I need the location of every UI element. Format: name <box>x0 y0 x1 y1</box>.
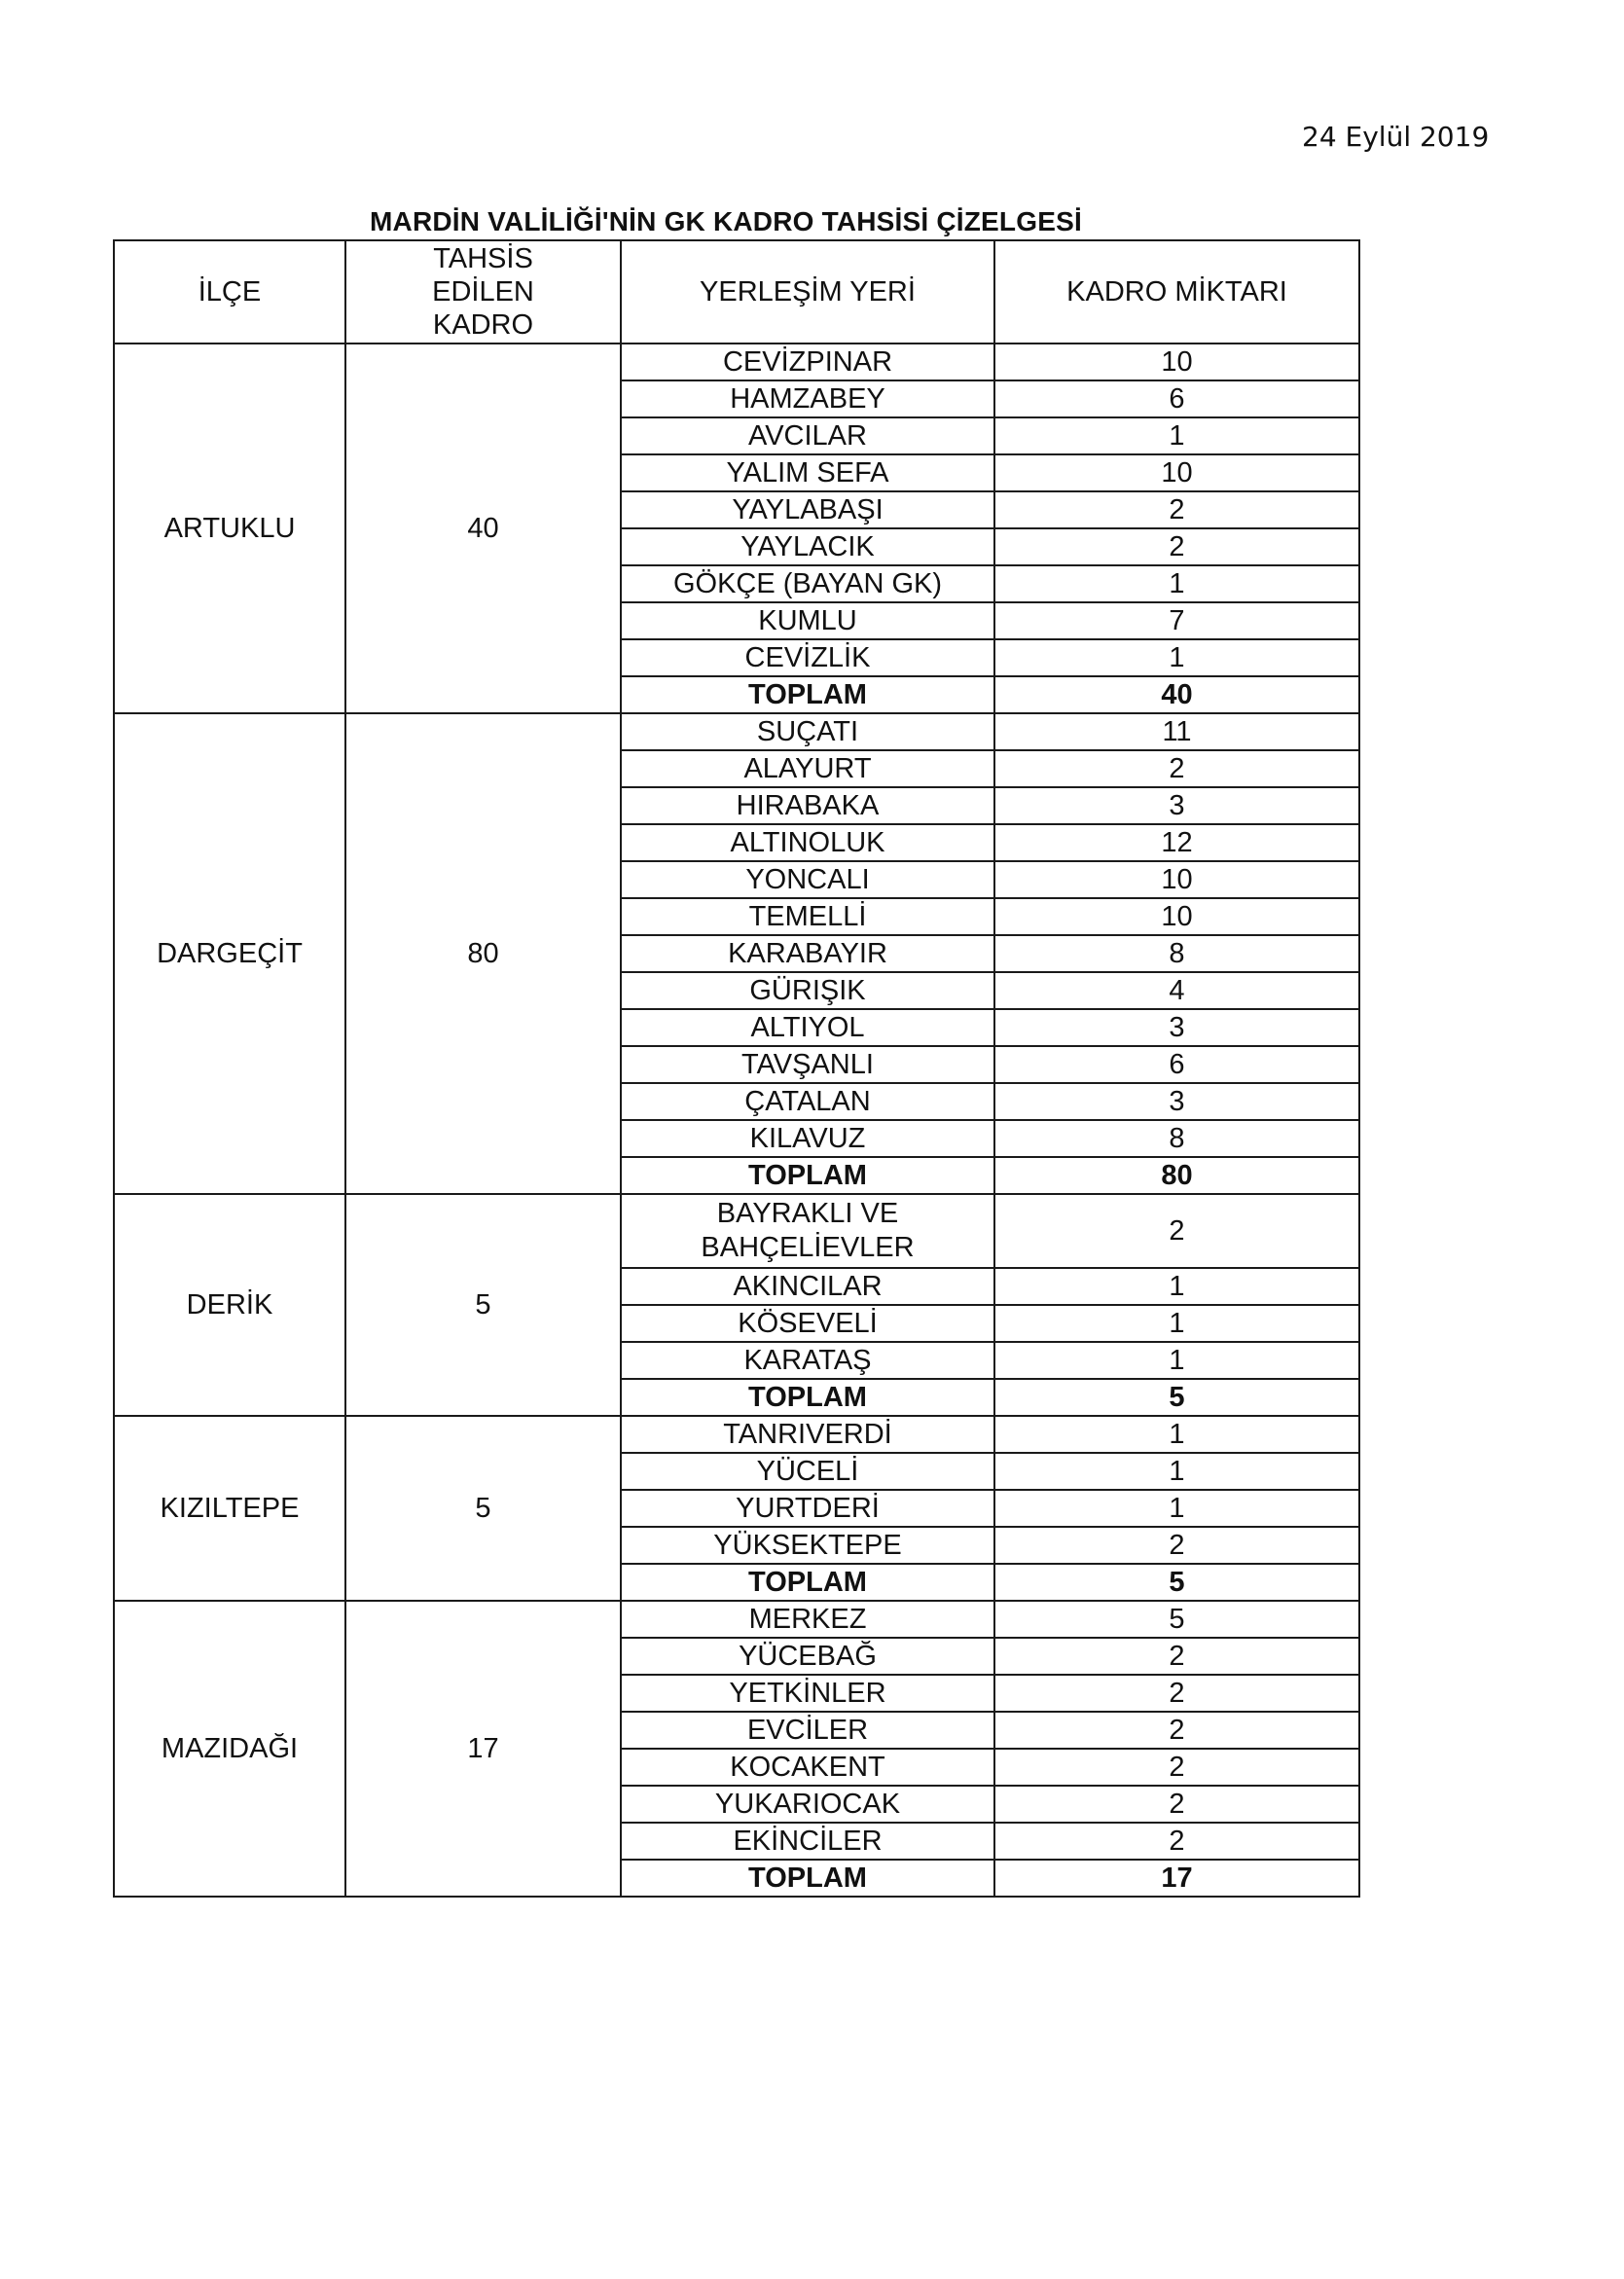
quantity-value: 10 <box>994 454 1359 491</box>
quantity-value: 4 <box>994 972 1359 1009</box>
settlement-name: YETKİNLER <box>621 1675 994 1712</box>
quantity-value: 3 <box>994 787 1359 824</box>
table-row <box>114 1601 1359 1638</box>
quantity-value: 1 <box>994 1453 1359 1490</box>
quantity-value: 2 <box>994 1675 1359 1712</box>
quantity-value: 5 <box>994 1601 1359 1638</box>
settlement-name: TEMELLİ <box>621 898 994 935</box>
settlement-name: KARATAŞ <box>621 1342 994 1379</box>
settlement-name: KOCAKENT <box>621 1749 994 1786</box>
quantity-value: 2 <box>994 1823 1359 1860</box>
quantity-value: 8 <box>994 935 1359 972</box>
district-allocated: 5 <box>345 1194 621 1416</box>
settlement-name: TANRIVERDİ <box>621 1416 994 1453</box>
quantity-value: 1 <box>994 1342 1359 1379</box>
total-quantity: 17 <box>994 1860 1359 1897</box>
total-label: TOPLAM <box>621 1379 994 1416</box>
header-district: İLÇE <box>114 240 345 344</box>
header-quantity: KADRO MİKTARI <box>994 240 1359 344</box>
district-name: DERİK <box>114 1194 345 1416</box>
settlement-name: KÖSEVELİ <box>621 1305 994 1342</box>
quantity-value: 1 <box>994 565 1359 602</box>
quantity-value: 1 <box>994 417 1359 454</box>
settlement-name: YUKARIOCAK <box>621 1786 994 1823</box>
quantity-value: 11 <box>994 713 1359 750</box>
settlement-name: YÜCELİ <box>621 1453 994 1490</box>
settlement-name: TAVŞANLI <box>621 1046 994 1083</box>
total-quantity: 40 <box>994 676 1359 713</box>
district-name: DARGEÇİT <box>114 713 345 1194</box>
quantity-value: 12 <box>994 824 1359 861</box>
table-row <box>114 713 1359 750</box>
settlement-name: KUMLU <box>621 602 994 639</box>
quantity-value: 3 <box>994 1009 1359 1046</box>
quantity-value: 2 <box>994 1194 1359 1268</box>
settlement-name: EVCİLER <box>621 1712 994 1749</box>
table-row <box>114 1194 1359 1268</box>
table-row <box>114 1416 1359 1453</box>
settlement-name: AVCILAR <box>621 417 994 454</box>
quantity-value: 1 <box>994 1490 1359 1527</box>
settlement-name: BAYRAKLI VE BAHÇELİEVLER <box>621 1194 994 1268</box>
quantity-value: 10 <box>994 861 1359 898</box>
quantity-value: 2 <box>994 491 1359 528</box>
quantity-value: 10 <box>994 344 1359 380</box>
table-header-row <box>114 240 1359 344</box>
total-label: TOPLAM <box>621 1157 994 1194</box>
quantity-value: 2 <box>994 1712 1359 1749</box>
settlement-name: ALTINOLUK <box>621 824 994 861</box>
total-label: TOPLAM <box>621 1860 994 1897</box>
settlement-name: AKINCILAR <box>621 1268 994 1305</box>
quantity-value: 1 <box>994 639 1359 676</box>
quantity-value: 10 <box>994 898 1359 935</box>
total-quantity: 80 <box>994 1157 1359 1194</box>
quantity-value: 1 <box>994 1416 1359 1453</box>
quantity-value: 8 <box>994 1120 1359 1157</box>
district-name: KIZILTEPE <box>114 1416 345 1601</box>
quantity-value: 7 <box>994 602 1359 639</box>
settlement-name: YALIM SEFA <box>621 454 994 491</box>
total-label: TOPLAM <box>621 676 994 713</box>
header-allocated <box>345 240 621 344</box>
total-quantity: 5 <box>994 1379 1359 1416</box>
district-allocated: 17 <box>345 1601 621 1897</box>
district-name: MAZIDAĞI <box>114 1601 345 1897</box>
total-label: TOPLAM <box>621 1564 994 1601</box>
district-name: ARTUKLU <box>114 344 345 713</box>
settlement-name: HIRABAKA <box>621 787 994 824</box>
quantity-value: 3 <box>994 1083 1359 1120</box>
table-body <box>114 344 1359 1897</box>
quantity-value: 1 <box>994 1268 1359 1305</box>
header-allocated-label: TAHSİS EDİLEN KADRO <box>432 243 534 341</box>
header-settlement: YERLEŞİM YERİ <box>621 240 994 344</box>
quantity-value: 2 <box>994 528 1359 565</box>
settlement-name: YÜCEBAĞ <box>621 1638 994 1675</box>
settlement-name: YURTDERİ <box>621 1490 994 1527</box>
settlement-name: ALAYURT <box>621 750 994 787</box>
quantity-value: 2 <box>994 1527 1359 1564</box>
settlement-name: CEVİZPINAR <box>621 344 994 380</box>
settlement-name: KARABAYIR <box>621 935 994 972</box>
total-quantity: 5 <box>994 1564 1359 1601</box>
table-row <box>114 344 1359 380</box>
district-allocated: 5 <box>345 1416 621 1601</box>
settlement-name: HAMZABEY <box>621 380 994 417</box>
quantity-value: 6 <box>994 1046 1359 1083</box>
settlement-name: ÇATALAN <box>621 1083 994 1120</box>
settlement-name: ALTIYOL <box>621 1009 994 1046</box>
quantity-value: 1 <box>994 1305 1359 1342</box>
quantity-value: 2 <box>994 750 1359 787</box>
settlement-name: GÜRIŞIK <box>621 972 994 1009</box>
settlement-name: CEVİZLİK <box>621 639 994 676</box>
settlement-name: SUÇATI <box>621 713 994 750</box>
document-date: 24 Eylül 2019 <box>1302 121 1490 153</box>
district-allocated: 40 <box>345 344 621 713</box>
settlement-name: YONCALI <box>621 861 994 898</box>
settlement-name: KILAVUZ <box>621 1120 994 1157</box>
settlement-name: MERKEZ <box>621 1601 994 1638</box>
district-allocated: 80 <box>345 713 621 1194</box>
document-title: MARDİN VALİLİĞİ'NİN GK KADRO TAHSİSİ ÇİZELGESİ <box>370 206 1082 236</box>
settlement-name: GÖKÇE (BAYAN GK) <box>621 565 994 602</box>
settlement-name: YAYLABAŞI <box>621 491 994 528</box>
allocation-table <box>113 239 1360 1898</box>
quantity-value: 2 <box>994 1786 1359 1823</box>
quantity-value: 2 <box>994 1749 1359 1786</box>
settlement-name: EKİNCİLER <box>621 1823 994 1860</box>
quantity-value: 2 <box>994 1638 1359 1675</box>
settlement-name: YÜKSEKTEPE <box>621 1527 994 1564</box>
settlement-name: YAYLACIK <box>621 528 994 565</box>
quantity-value: 6 <box>994 380 1359 417</box>
